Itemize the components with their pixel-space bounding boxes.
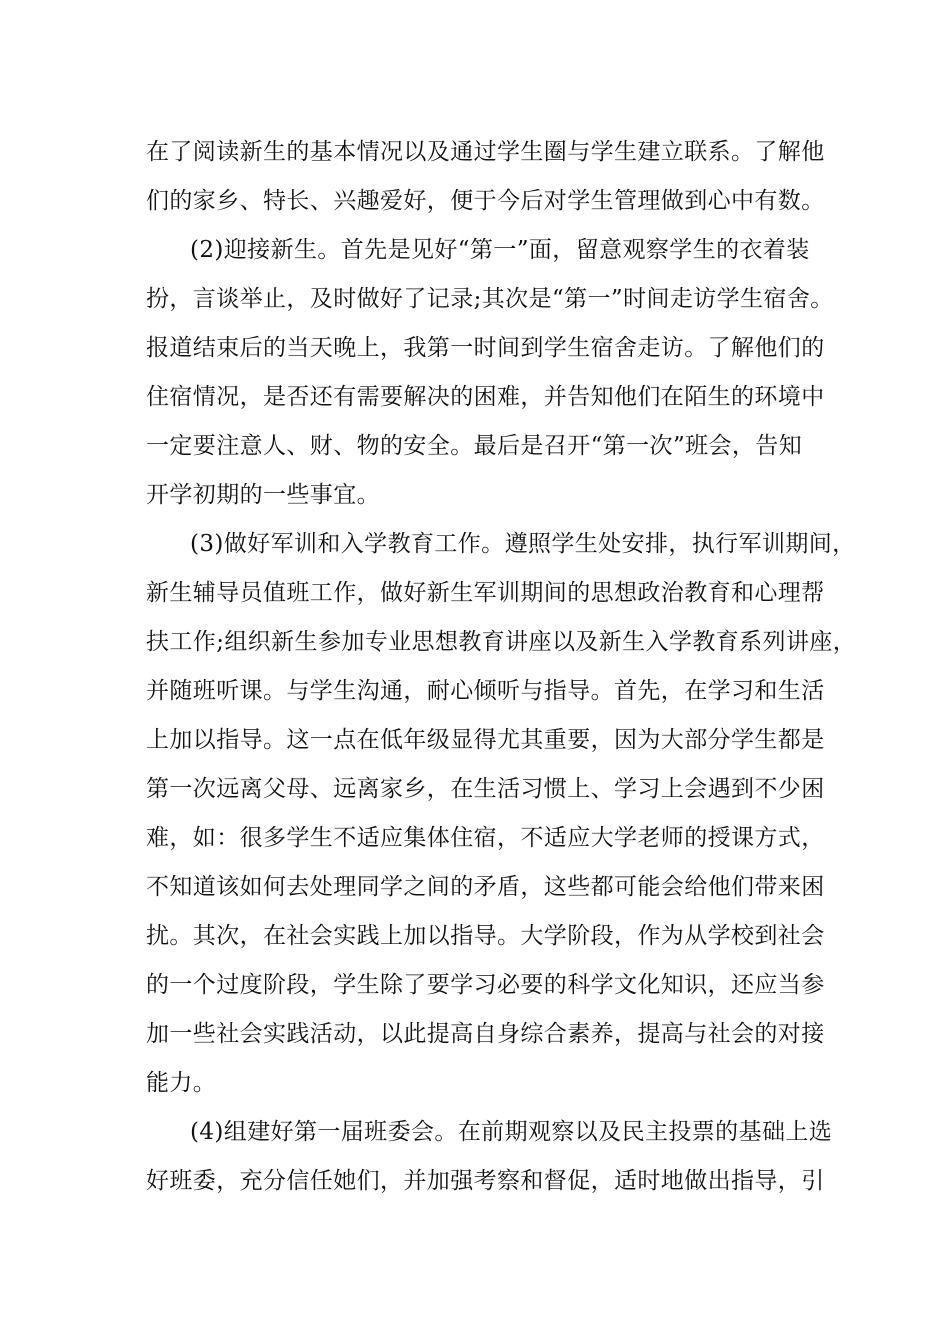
text-line-10: 新生辅导员值班工作，做好新生军训期间的思想政治教育和心理帮: [146, 580, 825, 606]
text-line-14: 第一次远离父母、远离家乡，在生活习惯上、学习上会遇到不少困: [146, 776, 825, 802]
text-line-17: 扰。其次，在社会实践上加以指导。大学阶段，作为从学校到社会: [146, 923, 825, 949]
text-line-18: 的一个过度阶段，学生除了要学习必要的科学文化知识，还应当参: [146, 972, 825, 998]
text-line-7: 一定要注意人、财、物的安全。最后是召开“第一次”班会，告知: [146, 433, 803, 459]
text-line-11: 扶工作;组织新生参加专业思想教育讲座以及新生入学教育系列讲座，: [146, 629, 857, 655]
text-line-2: 们的家乡、特长、兴趣爱好，便于今后对学生管理做到心中有数。: [146, 188, 825, 214]
text-line-21: (4)组建好第一届班委会。在前期观察以及民主投票的基础上选: [190, 1119, 833, 1145]
text-line-1: 在了阅读新生的基本情况以及通过学生圈与学生建立联系。了解他: [146, 139, 825, 165]
text-line-16: 不知道该如何去处理同学之间的矛盾，这些都可能会给他们带来困: [146, 874, 825, 900]
text-line-15: 难，如：很多学生不适应集体住宿，不适应大学老师的授课方式，: [146, 825, 825, 851]
text-line-22: 好班委，充分信任她们，并加强考察和督促，适时地做出指导，引: [146, 1168, 825, 1194]
text-line-6: 住宿情况，是否还有需要解决的困难，并告知他们在陌生的环境中: [146, 384, 825, 410]
text-line-3: (2)迎接新生。首先是见好“第一”面，留意观察学生的衣着装: [190, 237, 810, 263]
text-line-9: (3)做好军训和入学教育工作。遵照学生处安排，执行军训期间，: [190, 531, 856, 557]
text-line-13: 上加以指导。这一点在低年级显得尤其重要，因为大部分学生都是: [146, 727, 825, 753]
text-line-12: 并随班听课。与学生沟通，耐心倾听与指导。首先，在学习和生活: [146, 678, 825, 704]
text-line-8: 开学初期的一些事宜。: [146, 482, 380, 508]
text-line-20: 能力。: [146, 1070, 217, 1096]
text-line-19: 加一些社会实践活动，以此提高自身综合素养，提高与社会的对接: [146, 1021, 825, 1047]
text-line-4: 扮，言谈举止，及时做好了记录;其次是“第一”时间走访学生宿舍。: [146, 286, 834, 312]
text-line-5: 报道结束后的当天晚上，我第一时间到学生宿舍走访。了解他们的: [146, 335, 825, 361]
